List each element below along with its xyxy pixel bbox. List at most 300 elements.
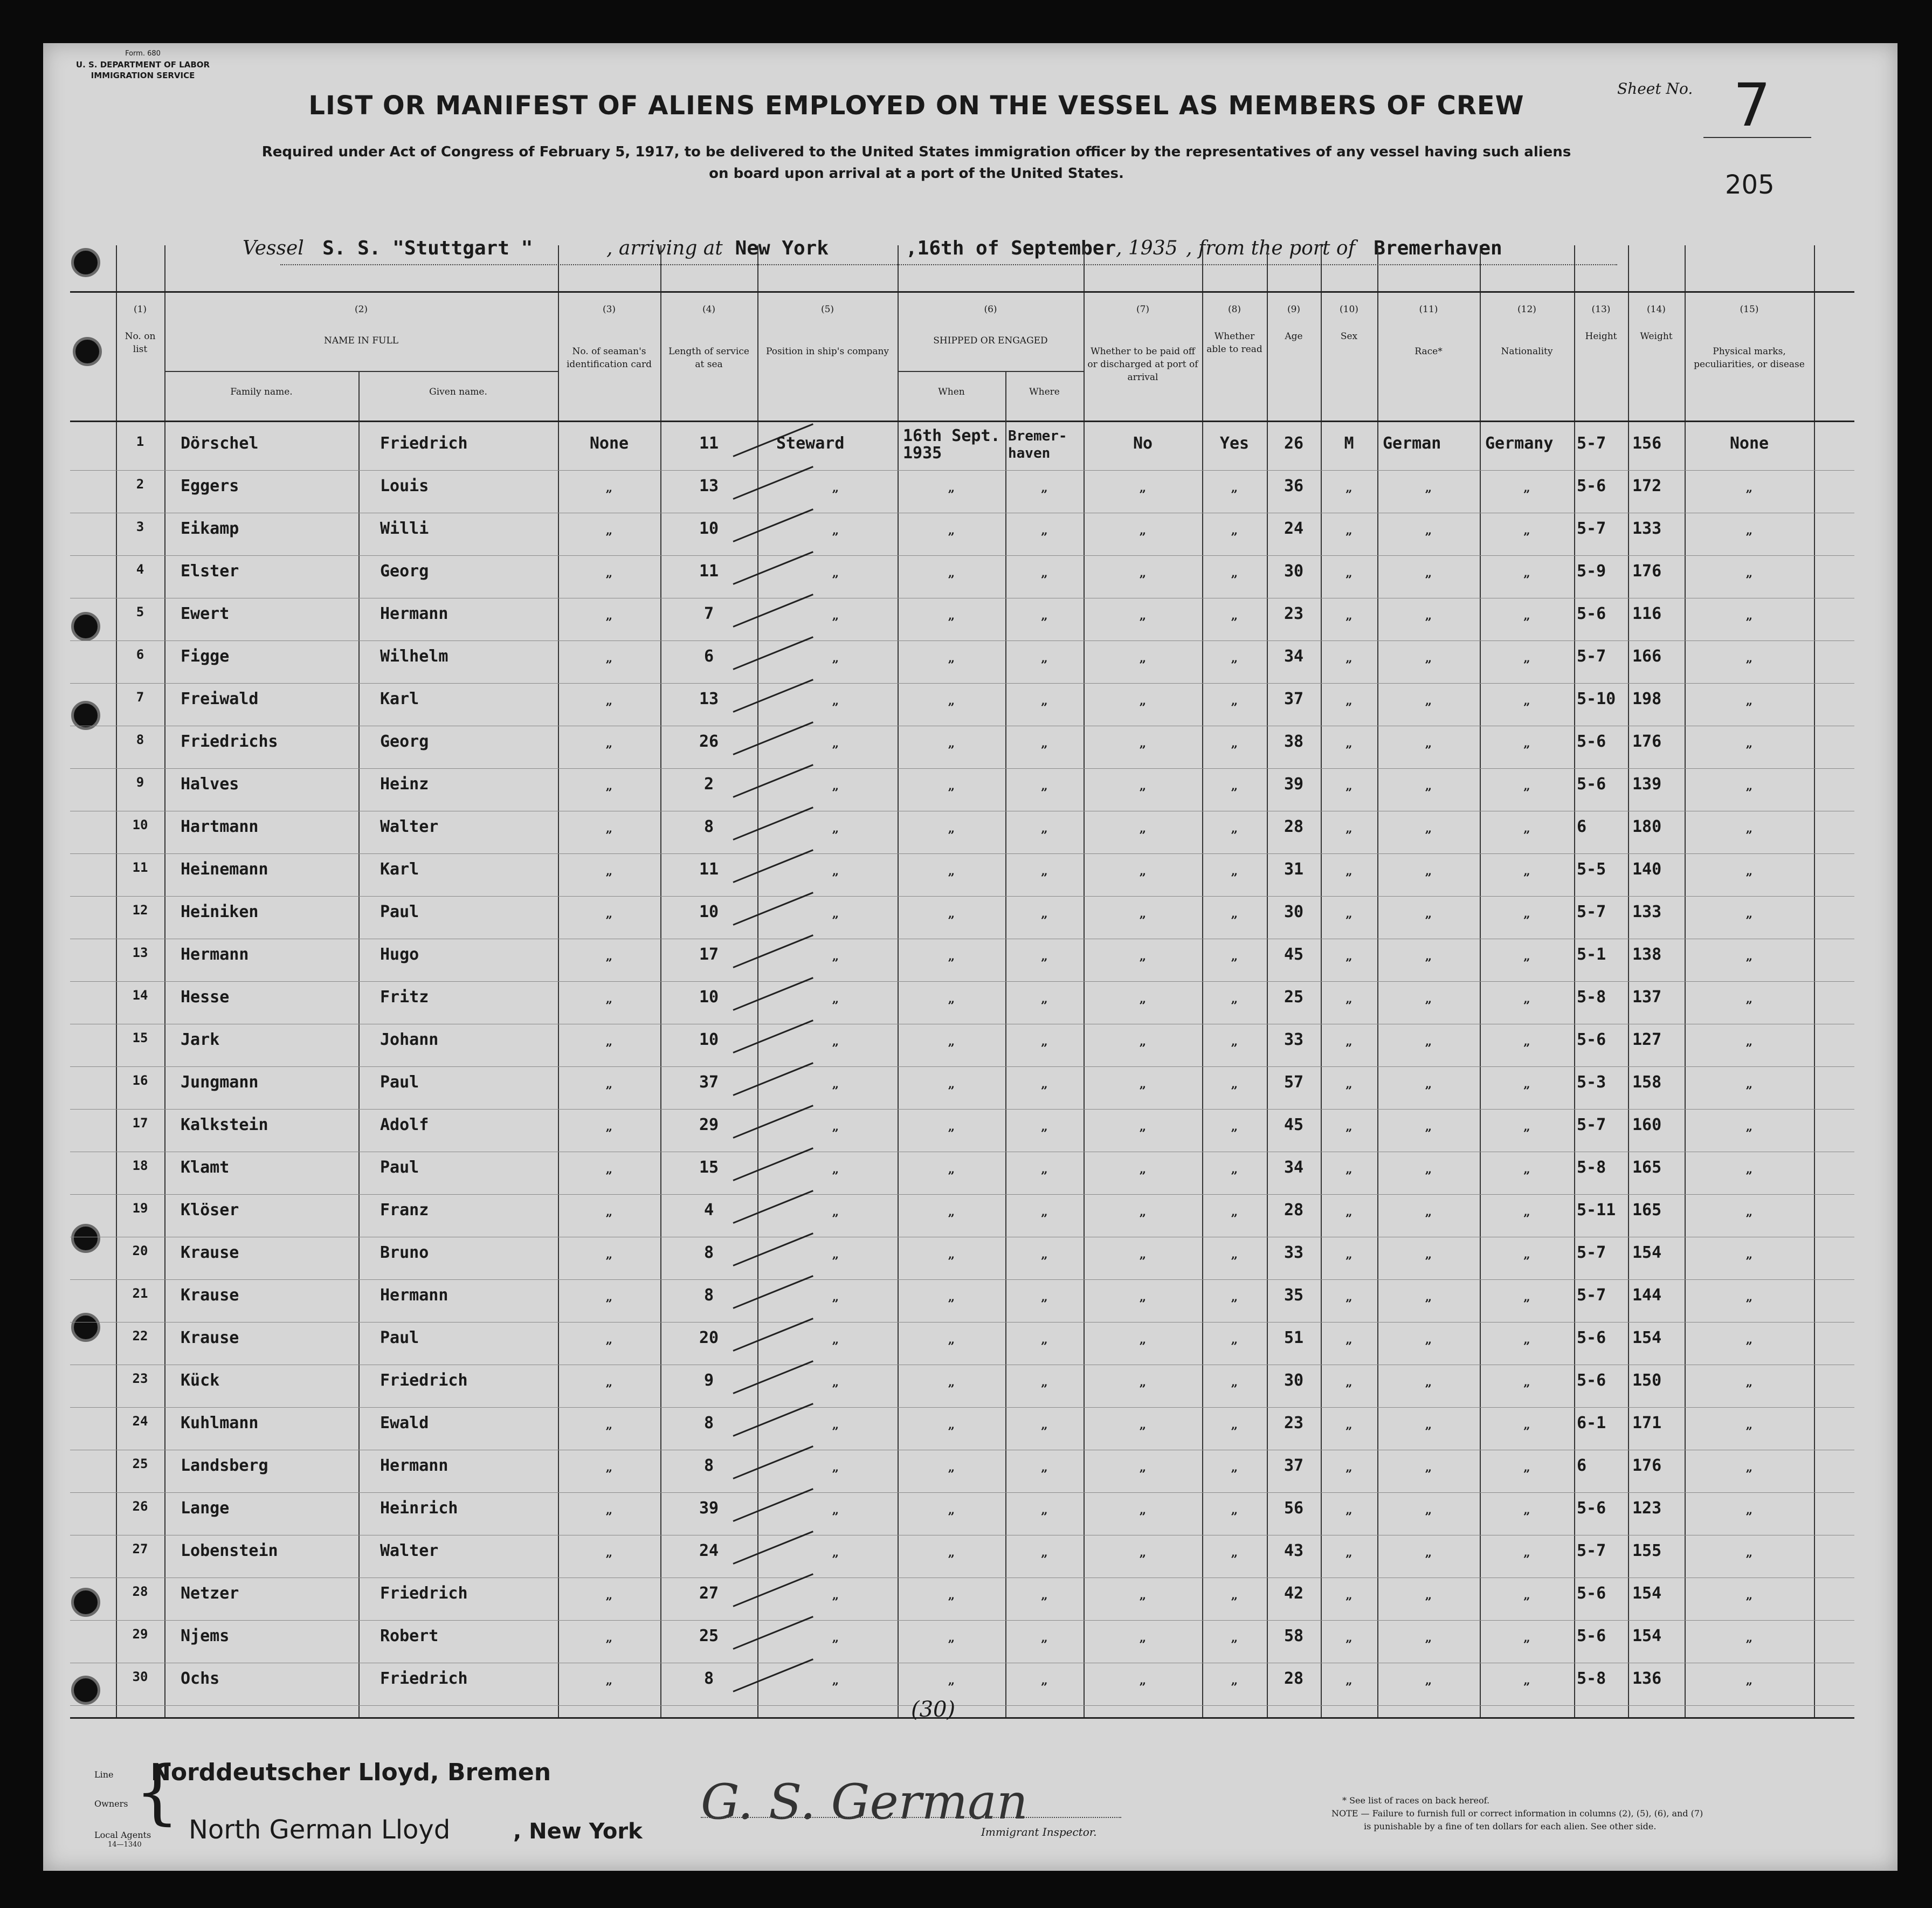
- table-cell: 24: [699, 1541, 719, 1560]
- ditto-mark: „: [1425, 1503, 1432, 1517]
- table-cell: 38: [1284, 732, 1304, 751]
- ditto-mark: „: [1139, 609, 1147, 623]
- table-cell: 5-7: [1577, 1243, 1606, 1262]
- table-cell: 6: [136, 647, 144, 662]
- table-cell: 5-7: [1577, 903, 1606, 921]
- table-cell: Karl: [380, 860, 419, 879]
- column-number: (10): [1340, 304, 1358, 315]
- table-row: [70, 853, 1854, 854]
- ditto-mark: „: [605, 651, 613, 665]
- binder-hole: [71, 1313, 100, 1342]
- vessel-line: [243, 237, 533, 259]
- ditto-mark: „: [1425, 1035, 1432, 1049]
- table-cell: 28: [1284, 817, 1304, 836]
- table-cell: 6: [703, 647, 714, 666]
- column-header: Age: [1285, 331, 1303, 342]
- ditto-mark: „: [1139, 1375, 1147, 1389]
- table-cell: 2: [136, 477, 144, 492]
- table-cell: 37: [1284, 690, 1304, 708]
- ditto-mark: „: [832, 992, 839, 1006]
- table-cell: 140: [1632, 860, 1662, 879]
- table-cell: 8: [703, 1286, 714, 1305]
- ditto-mark: „: [1425, 1375, 1432, 1389]
- ditto-mark: „: [1231, 481, 1238, 495]
- ditto-mark: „: [1745, 1546, 1753, 1560]
- ditto-mark: „: [605, 1035, 613, 1049]
- ditto-mark: „: [1745, 1248, 1753, 1262]
- form-number: Form. 680: [125, 50, 161, 58]
- table-cell: Georg: [380, 732, 429, 751]
- table-cell: 171: [1632, 1414, 1662, 1432]
- ditto-mark: „: [1139, 1248, 1147, 1262]
- ditto-mark: „: [948, 1461, 955, 1475]
- table-cell: 11: [699, 562, 719, 581]
- ditto-mark: „: [1041, 1120, 1048, 1134]
- table-cell: 150: [1632, 1371, 1662, 1390]
- ditto-mark: „: [1041, 651, 1048, 665]
- table-cell: 5-6: [1577, 775, 1606, 794]
- table-cell: Figge: [181, 647, 230, 666]
- table-row: [70, 1407, 1854, 1408]
- ditto-mark: „: [1745, 864, 1753, 878]
- column-header: Height: [1585, 331, 1617, 342]
- table-cell: 37: [699, 1073, 719, 1092]
- ditto-mark: „: [832, 1588, 839, 1602]
- ditto-mark: „: [1041, 864, 1048, 878]
- ditto-mark: „: [1745, 1503, 1753, 1517]
- ditto-mark: „: [1231, 694, 1238, 708]
- ditto-mark: „: [832, 651, 839, 665]
- arrival-port: New York: [735, 237, 829, 259]
- table-cell: 154: [1632, 1627, 1662, 1645]
- ditto-mark: „: [1139, 1205, 1147, 1219]
- ditto-mark: „: [832, 1375, 839, 1389]
- table-cell: 176: [1632, 732, 1662, 751]
- ditto-mark: „: [1523, 1503, 1530, 1517]
- ditto-mark: „: [1041, 822, 1048, 836]
- ditto-mark: „: [1041, 736, 1048, 750]
- ditto-mark: „: [1041, 1461, 1048, 1475]
- ditto-mark: „: [605, 1120, 613, 1134]
- column-header: NAME IN FULL: [323, 335, 399, 346]
- table-cell: 16th Sept. 1935: [903, 426, 1000, 463]
- table-cell: 42: [1284, 1584, 1304, 1603]
- ditto-mark: „: [1346, 1248, 1353, 1262]
- line-label: Line: [94, 1769, 114, 1780]
- ditto-mark: „: [832, 736, 839, 750]
- table-cell: Kalkstein: [181, 1115, 268, 1134]
- table-cell: 8: [703, 817, 714, 836]
- ditto-mark: „: [832, 1290, 839, 1304]
- ditto-mark: „: [605, 1546, 613, 1560]
- ditto-mark: „: [1523, 1418, 1530, 1432]
- sheet-number-label: Sheet No.: [1617, 80, 1693, 98]
- ditto-mark: „: [1346, 992, 1353, 1006]
- ditto-mark: „: [832, 1503, 839, 1517]
- ditto-mark: „: [948, 1162, 955, 1176]
- ditto-mark: „: [1346, 779, 1353, 793]
- table-cell: Friedrichs: [181, 732, 278, 751]
- table-cell: 11: [699, 434, 719, 453]
- table-cell: 5-8: [1577, 1158, 1606, 1177]
- ditto-mark: „: [1231, 736, 1238, 750]
- table-cell: 24: [1284, 519, 1304, 538]
- binder-hole: [71, 248, 100, 277]
- ditto-mark: „: [1231, 524, 1238, 538]
- ditto-mark: „: [1425, 736, 1432, 750]
- ditto-mark: „: [605, 1418, 613, 1432]
- ditto-mark: „: [948, 779, 955, 793]
- table-cell: 22: [132, 1328, 148, 1344]
- department-name: U. S. DEPARTMENT OF LABOR: [75, 60, 210, 70]
- ditto-mark: „: [1425, 1673, 1432, 1687]
- ditto-mark: „: [948, 651, 955, 665]
- column-number: (5): [820, 304, 834, 315]
- table-cell: Yes: [1219, 434, 1250, 453]
- ditto-mark: „: [1041, 1290, 1048, 1304]
- table-row: [70, 683, 1854, 684]
- ditto-mark: „: [1139, 1077, 1147, 1091]
- table-cell: 29: [132, 1627, 148, 1642]
- table-cell: 198: [1632, 690, 1662, 708]
- table-cell: 180: [1632, 817, 1662, 836]
- ditto-mark: „: [1745, 524, 1753, 538]
- ditto-mark: „: [1745, 481, 1753, 495]
- table-cell: Lange: [181, 1499, 230, 1518]
- ditto-mark: „: [948, 566, 955, 580]
- table-cell: 20: [132, 1243, 148, 1258]
- ditto-mark: „: [1139, 992, 1147, 1006]
- arrival-year: , 1935: [1116, 237, 1178, 259]
- ditto-mark: „: [948, 1290, 955, 1304]
- ditto-mark: „: [1041, 1333, 1048, 1347]
- ditto-mark: „: [1425, 694, 1432, 708]
- table-cell: 165: [1632, 1201, 1662, 1220]
- table-cell: 11: [699, 860, 719, 879]
- ditto-mark: „: [948, 907, 955, 921]
- ditto-mark: „: [1231, 1162, 1238, 1176]
- ditto-mark: „: [1425, 524, 1432, 538]
- ditto-mark: „: [832, 1205, 839, 1219]
- table-row: [70, 555, 1854, 556]
- ditto-mark: „: [1346, 1503, 1353, 1517]
- column-subheader: Given name.: [429, 387, 487, 397]
- table-cell: 13: [132, 945, 148, 960]
- table-cell: 5-6: [1577, 1371, 1606, 1390]
- table-cell: 5-6: [1577, 1499, 1606, 1518]
- table-cell: 138: [1632, 945, 1662, 964]
- sheet-number: 7: [1733, 71, 1771, 140]
- ditto-mark: „: [605, 694, 613, 708]
- ditto-mark: „: [1041, 1077, 1048, 1091]
- ditto-mark: „: [1425, 609, 1432, 623]
- table-cell: 57: [1284, 1073, 1304, 1092]
- ditto-mark: „: [605, 949, 613, 963]
- form-code: 14—1340: [108, 1841, 142, 1849]
- subtitle-line-2: on board upon arrival at a port of the United States.: [709, 166, 1124, 182]
- table-cell: Eikamp: [181, 519, 239, 538]
- line-name: Norddeutscher Lloyd, Bremen: [151, 1759, 551, 1786]
- ditto-mark: „: [1425, 1333, 1432, 1347]
- table-cell: 5-6: [1577, 604, 1606, 623]
- ditto-mark: „: [1139, 1546, 1147, 1560]
- column-header: Position in ship's company: [765, 346, 889, 357]
- table-cell: 8: [703, 1243, 714, 1262]
- ditto-mark: „: [948, 822, 955, 836]
- table-cell: 56: [1284, 1499, 1304, 1518]
- ditto-mark: „: [1745, 1673, 1753, 1687]
- column-number: (2): [354, 304, 368, 315]
- table-cell: 5-6: [1577, 1627, 1606, 1645]
- ditto-mark: „: [832, 864, 839, 878]
- ditto-mark: „: [1523, 779, 1530, 793]
- table-cell: Karl: [380, 690, 419, 708]
- table-cell: 3: [136, 519, 144, 534]
- binder-hole: [71, 612, 100, 641]
- ditto-mark: „: [948, 992, 955, 1006]
- table-cell: 39: [1284, 775, 1304, 794]
- table-cell: 8: [703, 1669, 714, 1688]
- column-header: Weight: [1640, 331, 1673, 342]
- ditto-mark: „: [1231, 907, 1238, 921]
- table-cell: 9: [136, 775, 144, 790]
- table-cell: 25: [1284, 988, 1304, 1007]
- ditto-mark: „: [1745, 949, 1753, 963]
- table-cell: German: [1383, 434, 1441, 453]
- ditto-mark: „: [1041, 1503, 1048, 1517]
- ditto-mark: „: [605, 1588, 613, 1602]
- ditto-mark: „: [1041, 1035, 1048, 1049]
- table-cell: No: [1133, 434, 1153, 453]
- page-subtitle: [216, 141, 1617, 184]
- table-cell: Heinemann: [181, 860, 268, 879]
- table-cell: Paul: [380, 903, 419, 921]
- table-cell: Wilhelm: [380, 647, 448, 666]
- ditto-mark: „: [1139, 907, 1147, 921]
- table-cell: M: [1344, 434, 1354, 453]
- table-cell: Klöser: [181, 1201, 239, 1220]
- ditto-mark: „: [832, 566, 839, 580]
- ditto-mark: „: [1231, 1035, 1238, 1049]
- ditto-mark: „: [1745, 736, 1753, 750]
- column-header: Whether able to read: [1206, 331, 1262, 355]
- ditto-mark: „: [1745, 1418, 1753, 1432]
- table-cell: 39: [699, 1499, 719, 1518]
- table-cell: 33: [1284, 1243, 1304, 1262]
- table-cell: Johann: [380, 1030, 439, 1049]
- table-cell: Franz: [380, 1201, 429, 1220]
- ditto-mark: „: [1231, 864, 1238, 878]
- from-label: , from the port of: [1186, 237, 1355, 259]
- ditto-mark: „: [1346, 1162, 1353, 1176]
- table-border: [70, 1717, 1854, 1719]
- arrival-date: ,16th of September: [906, 237, 1116, 259]
- inspector-label: Immigrant Inspector.: [981, 1826, 1097, 1838]
- ditto-mark: „: [1425, 1120, 1432, 1134]
- column-header: Physical marks, peculiarities, or disease: [1694, 346, 1805, 370]
- ditto-mark: „: [1041, 1546, 1048, 1560]
- ditto-mark: „: [832, 1120, 839, 1134]
- ditto-mark: „: [1523, 1546, 1530, 1560]
- ditto-mark: „: [1523, 1333, 1530, 1347]
- ditto-mark: „: [1425, 907, 1432, 921]
- ditto-mark: „: [1041, 907, 1048, 921]
- ditto-mark: „: [948, 694, 955, 708]
- ditto-mark: „: [1346, 1461, 1353, 1475]
- table-cell: 23: [132, 1371, 148, 1386]
- ditto-mark: „: [948, 1418, 955, 1432]
- agent-name: North German Lloyd: [189, 1815, 451, 1845]
- ditto-mark: „: [832, 1333, 839, 1347]
- ditto-mark: „: [605, 992, 613, 1006]
- table-cell: 5-11: [1577, 1201, 1616, 1220]
- ditto-mark: „: [1231, 566, 1238, 580]
- owners-label: Owners: [94, 1799, 128, 1809]
- ditto-mark: „: [1523, 524, 1530, 538]
- ditto-mark: „: [1041, 779, 1048, 793]
- ditto-mark: „: [1425, 1588, 1432, 1602]
- ditto-mark: „: [1425, 864, 1432, 878]
- table-cell: Landsberg: [181, 1456, 268, 1475]
- table-cell: 8: [136, 732, 144, 747]
- table-cell: Krause: [181, 1328, 239, 1347]
- ditto-mark: „: [948, 736, 955, 750]
- table-cell: 6: [1577, 1456, 1587, 1475]
- table-cell: 172: [1632, 477, 1662, 495]
- ditto-mark: „: [1231, 609, 1238, 623]
- table-cell: 25: [699, 1627, 719, 1645]
- ditto-mark: „: [1139, 822, 1147, 836]
- ditto-mark: „: [605, 1162, 613, 1176]
- ditto-mark: „: [1745, 1333, 1753, 1347]
- ditto-mark: „: [1523, 1631, 1530, 1645]
- ditto-mark: „: [948, 481, 955, 495]
- table-cell: 154: [1632, 1243, 1662, 1262]
- table-cell: 9: [703, 1371, 714, 1390]
- table-cell: Hermann: [380, 1456, 448, 1475]
- ditto-mark: „: [1231, 992, 1238, 1006]
- ditto-mark: „: [1346, 907, 1353, 921]
- brace: {: [135, 1751, 180, 1833]
- table-cell: 11: [132, 860, 148, 875]
- ditto-mark: „: [1523, 864, 1530, 878]
- table-row: [70, 470, 1854, 471]
- table-cell: 7: [703, 604, 714, 623]
- ditto-mark: „: [1523, 651, 1530, 665]
- table-cell: 127: [1632, 1030, 1662, 1049]
- footnotes: [1331, 1794, 1817, 1833]
- table-cell: Halves: [181, 775, 239, 794]
- table-cell: 137: [1632, 988, 1662, 1007]
- ditto-mark: „: [1523, 1588, 1530, 1602]
- ditto-mark: „: [1041, 992, 1048, 1006]
- note-races: * See list of races on back hereof.: [1342, 1795, 1490, 1806]
- stamp-number: 205: [1725, 170, 1775, 200]
- vessel-label: Vessel: [243, 237, 304, 259]
- ditto-mark: „: [948, 1588, 955, 1602]
- table-cell: 26: [1284, 434, 1304, 453]
- column-subheader: When: [938, 387, 965, 397]
- table-cell: 23: [1284, 604, 1304, 623]
- table-cell: 5-7: [1577, 1286, 1606, 1305]
- table-cell: 26: [699, 732, 719, 751]
- ditto-mark: „: [832, 694, 839, 708]
- ditto-mark: „: [1139, 779, 1147, 793]
- table-cell: 176: [1632, 562, 1662, 581]
- table-cell: Kuhlmann: [181, 1414, 259, 1432]
- ditto-mark: „: [605, 609, 613, 623]
- arriving-label: , arriving at: [606, 237, 723, 259]
- column-number: (6): [984, 304, 997, 315]
- ditto-mark: „: [1523, 1673, 1530, 1687]
- ditto-mark: „: [1425, 1290, 1432, 1304]
- table-cell: 24: [132, 1414, 148, 1429]
- vessel-name: S. S. "Stuttgart ": [322, 237, 533, 259]
- ditto-mark: „: [1041, 1673, 1048, 1687]
- table-row: [70, 1620, 1854, 1621]
- sheet-number-underline: [1703, 137, 1811, 138]
- ditto-mark: „: [1041, 481, 1048, 495]
- table-cell: Hartmann: [181, 817, 259, 836]
- ditto-mark: „: [948, 1077, 955, 1091]
- table-cell: 37: [1284, 1456, 1304, 1475]
- table-cell: 10: [699, 1030, 719, 1049]
- binder-hole: [73, 337, 102, 366]
- table-cell: 5-6: [1577, 477, 1606, 495]
- ditto-mark: „: [1523, 1035, 1530, 1049]
- table-cell: Heinz: [380, 775, 429, 794]
- table-cell: Bruno: [380, 1243, 429, 1262]
- ditto-mark: „: [832, 949, 839, 963]
- ditto-mark: „: [1231, 822, 1238, 836]
- ditto-mark: „: [1139, 1290, 1147, 1304]
- table-cell: 5-6: [1577, 732, 1606, 751]
- ditto-mark: „: [1523, 694, 1530, 708]
- ditto-mark: „: [1346, 1673, 1353, 1687]
- table-cell: 20: [699, 1328, 719, 1347]
- table-cell: Krause: [181, 1286, 239, 1305]
- table-cell: Friedrich: [380, 434, 468, 453]
- ditto-mark: „: [1346, 1290, 1353, 1304]
- table-cell: 6: [1577, 817, 1587, 836]
- table-cell: 5-7: [1577, 434, 1606, 453]
- ditto-mark: „: [1523, 736, 1530, 750]
- ditto-mark: „: [1425, 1248, 1432, 1262]
- table-cell: 4: [703, 1201, 714, 1220]
- ditto-mark: „: [1346, 1546, 1353, 1560]
- table-cell: Ewald: [380, 1414, 429, 1432]
- ditto-mark: „: [1139, 524, 1147, 538]
- column-number: (4): [702, 304, 716, 315]
- ditto-mark: „: [1346, 1418, 1353, 1432]
- ditto-mark: „: [1425, 651, 1432, 665]
- ditto-mark: „: [1346, 1077, 1353, 1091]
- table-row: [70, 1492, 1854, 1493]
- table-cell: 13: [699, 690, 719, 708]
- table-cell: 133: [1632, 903, 1662, 921]
- ditto-mark: „: [1425, 949, 1432, 963]
- ditto-mark: „: [1346, 864, 1353, 878]
- table-cell: 5-6: [1577, 1030, 1606, 1049]
- ditto-mark: „: [605, 1461, 613, 1475]
- ditto-mark: „: [1425, 1077, 1432, 1091]
- ditto-mark: „: [1523, 1077, 1530, 1091]
- table-cell: 51: [1284, 1328, 1304, 1347]
- table-cell: 176: [1632, 1456, 1662, 1475]
- note-fine-cont: is punishable by a fine of ten dollars for each alien. See other side.: [1364, 1821, 1657, 1831]
- table-cell: None: [589, 434, 629, 453]
- table-cell: 5-7: [1577, 1541, 1606, 1560]
